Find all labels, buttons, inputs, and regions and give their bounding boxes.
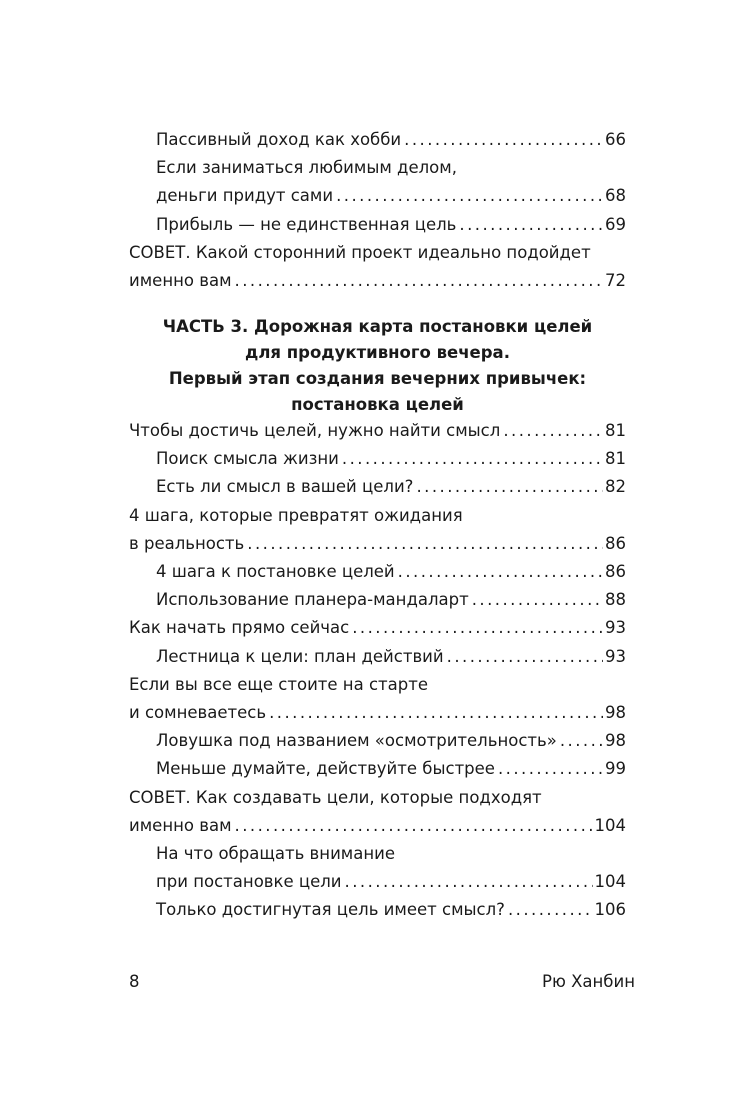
part-heading-line: для продуктивного вечера. — [245, 343, 510, 362]
toc-entry-title: 4 шага к постановке целей — [156, 562, 395, 581]
dot-leader — [342, 868, 593, 896]
toc-entry-page: 93 — [605, 618, 626, 638]
toc-entry — [156, 182, 626, 210]
toc-entry-title: именно вам — [129, 271, 232, 290]
toc-entry-page: 104 — [594, 815, 626, 835]
toc-entry-title: Чтобы достичь целей, нужно найти смысл — [129, 421, 501, 440]
dot-leader — [495, 755, 603, 783]
toc-entry-title: Если заниматься любимым делом, — [156, 158, 457, 178]
toc-entry-title: Поиск смысла жизни — [156, 449, 339, 469]
dot-leader — [232, 812, 593, 840]
toc-entry-page: 88 — [605, 590, 626, 610]
toc-entry-page: 81 — [605, 449, 626, 469]
toc-entry-title: именно вам — [129, 815, 232, 835]
toc-entry-title: СОВЕТ. Какой сторонний проект идеально подойдет — [129, 242, 591, 262]
dot-leader — [505, 896, 593, 924]
dot-leader — [413, 473, 603, 501]
toc-entry — [156, 558, 626, 586]
dot-leader — [557, 727, 603, 755]
toc-entry-title: в реальность — [129, 533, 245, 553]
dot-leader — [469, 586, 603, 614]
toc-entry — [156, 868, 626, 896]
toc-entry-page: 72 — [605, 271, 626, 290]
dot-leader — [333, 182, 603, 210]
toc-entry — [156, 896, 626, 924]
toc-entry-page: 82 — [605, 477, 626, 497]
toc-entry — [156, 727, 626, 755]
toc-entry-title: На что обращать внимание — [156, 844, 396, 863]
toc-entry — [156, 445, 626, 473]
dot-leader — [232, 267, 603, 295]
toc-entry-title: 4 шага, которые превратят ожидания — [129, 505, 463, 525]
toc-entry — [129, 530, 626, 558]
toc-entry-page: 98 — [605, 731, 626, 751]
toc-entry-title: при постановке цели — [156, 872, 342, 892]
toc-entry-title: Как начать прямо сейчас — [129, 618, 350, 638]
toc-entry — [129, 699, 626, 727]
toc-entry-page: 99 — [605, 759, 626, 779]
toc-entry-page: 93 — [605, 646, 626, 666]
toc-entry — [156, 840, 626, 868]
toc-entry — [129, 812, 626, 840]
dot-leader — [401, 126, 603, 154]
part-heading-line: Первый этап создания вечерних привычек: — [168, 369, 587, 388]
toc-entry — [129, 267, 626, 295]
part-heading-line: постановка целей — [291, 395, 464, 414]
dot-leader — [500, 417, 603, 445]
toc-entry-page: 68 — [605, 186, 626, 206]
dot-leader — [244, 530, 603, 558]
author-name: Рю Ханбин — [542, 972, 635, 991]
toc-entry-page: 104 — [594, 872, 626, 892]
toc-entry-title: Меньше думайте, действуйте быстрее — [156, 759, 495, 779]
toc-entry-title: Прибыль — не единственная цель — [156, 214, 457, 234]
toc-entry — [129, 614, 626, 642]
toc-entry-title: Использование планера-мандаларт — [156, 590, 469, 610]
toc-entry — [129, 671, 626, 699]
toc-entry-page: 81 — [605, 421, 626, 440]
toc-entry — [156, 473, 626, 501]
toc-entry-title: СОВЕТ. Как создавать цели, которые подходят — [129, 787, 542, 807]
dot-leader — [444, 643, 603, 671]
dot-leader — [266, 699, 603, 727]
toc-entry-page: 66 — [605, 130, 626, 149]
toc-entry-page: 69 — [605, 214, 626, 234]
toc-entry — [156, 586, 626, 614]
toc-entry — [156, 643, 626, 671]
toc-entry — [129, 784, 626, 812]
toc-entry-page: 86 — [605, 533, 626, 553]
toc-entry-title: Если вы все еще стоите на старте — [129, 674, 428, 694]
toc-entry — [156, 755, 626, 783]
page-number: 8 — [129, 972, 140, 991]
toc-entry-title: Пассивный доход как хобби — [156, 130, 402, 149]
dot-leader — [395, 558, 603, 586]
toc-entry-title: и сомневаетесь — [129, 703, 267, 722]
toc-entry-title: деньги придут сами — [156, 186, 334, 206]
toc-entry — [156, 211, 626, 239]
toc-entry-page: 98 — [605, 703, 626, 722]
part-heading-line: ЧАСТЬ 3. Дорожная карта постановки целей — [162, 317, 593, 336]
dot-leader — [339, 445, 603, 473]
toc-entry-title: Лестница к цели: план действий — [156, 646, 444, 666]
part-heading — [129, 314, 626, 418]
toc-entry-title: Есть ли смысл в вашей цели? — [156, 477, 414, 497]
toc-entry — [156, 126, 626, 154]
dot-leader — [456, 211, 603, 239]
toc-entry — [129, 239, 626, 267]
toc-entry — [129, 502, 626, 530]
toc-entry-title: Ловушка под названием «осмотрительность» — [156, 731, 557, 751]
page-footer — [129, 970, 635, 994]
toc-entry-page: 86 — [605, 562, 626, 581]
toc-entry-page: 106 — [594, 900, 626, 920]
dot-leader — [349, 614, 603, 642]
toc-entry — [129, 417, 626, 445]
toc-entry-title: Только достигнутая цель имеет смысл? — [156, 900, 505, 920]
toc-entry — [156, 154, 626, 182]
